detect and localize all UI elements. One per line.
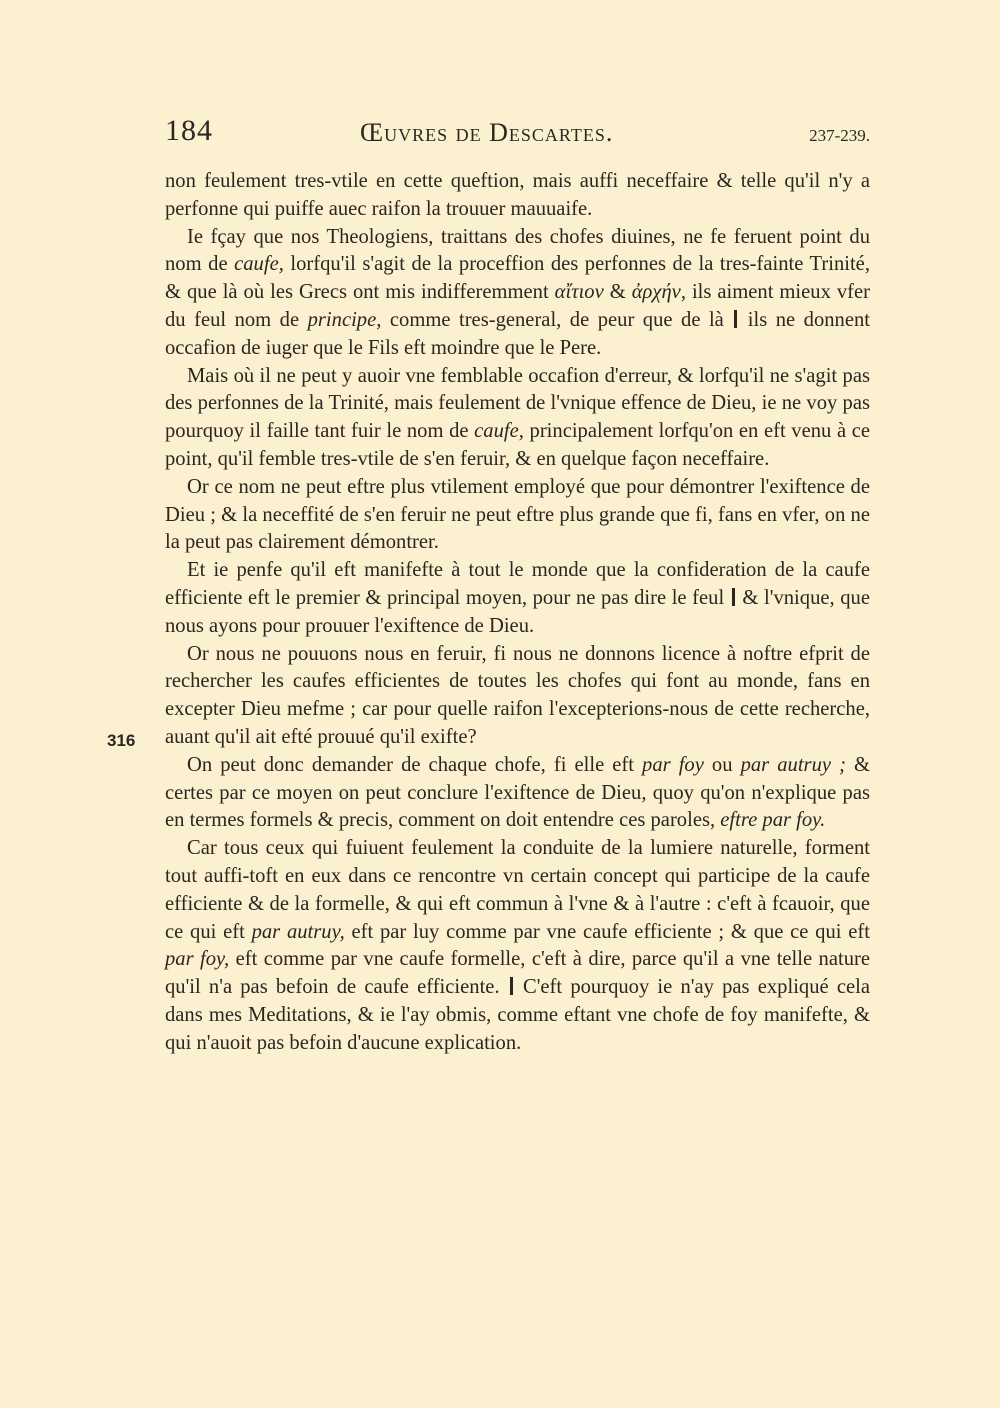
- text-segment: & l'vnique, que nous ayons pour prouuer l'exiftence de Dieu.: [165, 586, 870, 637]
- paragraph: [165, 168, 870, 224]
- text-segment: Mais où il ne peut y auoir vne femblable occafion d'erreur, & lorfqu'il ne s'agit pas des perfonnes de la Trinité, mais feulement de l'vnique effence de Dieu, ie ne voy pas pourquoy il faille tant fuir le nom de: [165, 364, 870, 443]
- text-segment: non feulement tres-vtile en cette queftion, mais auffi neceffaire & telle qu'il n'y a perfonne qui puiffe auec raifon la trouuer mauuaife.: [165, 170, 870, 220]
- italic-text: principe,: [307, 308, 382, 331]
- text-segment: Et ie penfe qu'il eft manifefte à tout le monde que la confideration de la caufe efficiente eft le premier & principal moyen, pour ne pas dire le feul: [165, 559, 870, 609]
- text-segment: On peut donc demander de chaque chofe, fi elle eft: [187, 753, 643, 776]
- paragraph: [165, 752, 870, 835]
- italic-text: ἀρχήν,: [631, 281, 686, 304]
- text-segment: principalement lorfqu'on en eft venu à ce point, qu'il femble tres-vtile de s'en feruir, & en quelque façon neceffaire.: [165, 420, 870, 470]
- text-segment: & certes par ce moyen on peut conclure l'exiftence de Dieu, quoy qu'on n'explique pas en termes formels & precis, comment on doit entendre ces paroles,: [165, 753, 870, 832]
- italic-text: par foy: [642, 753, 704, 776]
- page-break-marker: [732, 588, 735, 606]
- italic-text: eftre par foy.: [720, 809, 826, 832]
- italic-text: par autruy ;: [740, 753, 846, 776]
- text-segment: Or nous ne pouuons nous en feruir, fi nous ne donnons licence à noftre efprit de rechercher les caufes efficientes de toutes les chofes qui font au monde, fans en excepter Dieu mefme ; car pour quelle raifon l'excepterions-nous de cette recherche, auant qu'il ait efté prouué qu'il exifte?: [165, 642, 870, 748]
- text-segment: &: [603, 281, 632, 304]
- page-number: 184: [165, 114, 213, 147]
- text-segment: Or ce nom ne peut eftre plus vtilement employé que pour démontrer l'exiftence de Dieu ; & la neceffité de s'en feruir ne peut eftre plus grande que fi, fans en vfer, on ne la peut pas clairement démontrer.: [165, 475, 870, 554]
- page-header: [165, 114, 870, 154]
- paragraph: [165, 363, 870, 474]
- text-segment: ou: [703, 753, 741, 776]
- text-segment: eft par luy comme par vne caufe efficiente ; & que ce qui eft: [344, 920, 870, 943]
- text-segment: ils aiment mieux vfer du feul nom de: [165, 281, 870, 331]
- body-text: [165, 168, 870, 1058]
- text-segment: ils ne donnent occafion de iuger que le Fils eft moindre que le Pere.: [165, 308, 870, 359]
- margin-page-number: 316: [107, 731, 136, 750]
- running-title: Œuvres de Descartes.: [360, 118, 614, 147]
- italic-text: αἴτιον: [554, 281, 604, 304]
- text-segment: Car tous ceux qui fuiuent feulement la conduite de la lumiere naturelle, forment tout auffi-toft en eux dans ce rencontre vn certain concept qui participe de la caufe efficiente & de la formelle, & qui eft commun à l'vne & à l'autre : c'eft à fcauoir, que ce qui eft: [165, 837, 870, 943]
- italic-text: caufe,: [474, 420, 524, 443]
- italic-text: par autruy,: [251, 920, 345, 943]
- paragraph: [165, 641, 870, 752]
- text-segment: C'eft pourquoy ie n'ay pas expliqué cela dans mes Meditations, & ie l'ay obmis, comme eftant vne chofe de foy manifefte, & qui n'auoit pas befoin d'aucune explication.: [165, 976, 870, 1054]
- paragraph: [165, 224, 870, 363]
- text-segment: lorfqu'il s'agit de la proceffion des perfonnes de la tres-fainte Trinité, & que là où les Grecs ont mis indifferemment: [165, 253, 870, 304]
- paragraph: [165, 557, 870, 640]
- text-segment: comme tres-general, de peur que de là: [381, 308, 733, 331]
- italic-text: par foy,: [165, 948, 230, 971]
- text-segment: Ie fçay que nos Theologiens, traittans des chofes diuines, ne fe feruent point du nom de: [165, 225, 870, 276]
- italic-text: caufe,: [234, 253, 284, 276]
- page-reference: 237-239.: [809, 126, 870, 145]
- page-break-marker: [510, 977, 513, 995]
- page-break-marker: [734, 310, 737, 328]
- paragraph: [165, 474, 870, 557]
- text-segment: eft comme par vne caufe formelle, c'eft à dire, parce qu'il a vne telle nature qu'il n'a pas befoin de caufe efficiente.: [165, 948, 870, 999]
- paragraph: [165, 835, 870, 1057]
